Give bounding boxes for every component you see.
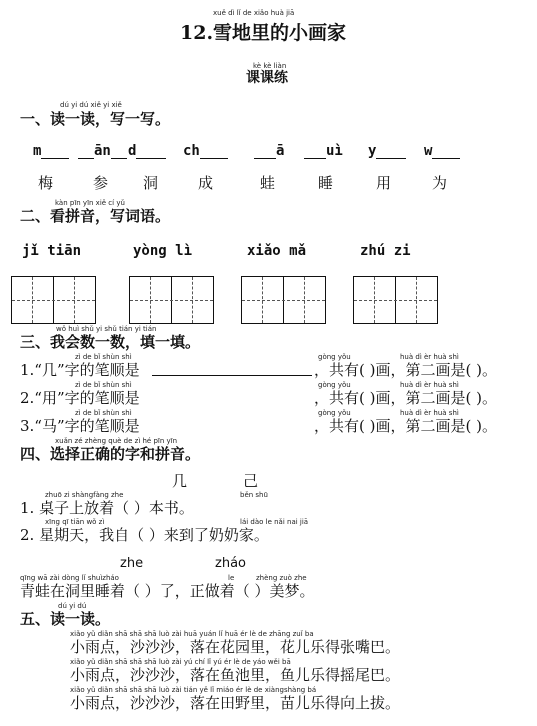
s2-heading-pinyin: kàn pīn yīn xiě cí yǔ xyxy=(55,199,125,207)
subtitle-pinyin: kè kè liàn xyxy=(253,62,287,70)
blank-4-text: ch xyxy=(183,143,200,159)
char-6: 睡 xyxy=(318,174,334,192)
writing-grid-4[interactable] xyxy=(353,276,438,324)
s3-row3-py3: huà dì èr huà shì xyxy=(400,409,459,417)
s3-row1-blank[interactable] xyxy=(152,375,312,376)
s5-heading-pinyin: dú yi dú xyxy=(58,602,87,610)
s5-line3-pinyin: xiǎo yǔ diǎn shā shā shā luò zài tián yě lǐ miáo ér lè de xiàngshàng bá xyxy=(70,686,317,694)
s2-pinyin-1: jǐ tiān xyxy=(22,243,82,259)
s2-pinyin-3: xiǎo mǎ xyxy=(247,243,307,259)
s4-line1: 1. 桌子上放着（ ）本书。 xyxy=(20,499,194,517)
s4-line2-pinyin: xīng qī tiān wǒ zì xyxy=(45,518,105,526)
s3-heading-pinyin: wǒ huì shǔ yi shǔ tián yi tián xyxy=(56,325,157,333)
s3-row3-pre: 3.“马”字的笔顺是 xyxy=(20,417,140,435)
blank-8-text: w xyxy=(424,143,433,159)
s4-choice-ji2: 己 xyxy=(243,472,259,490)
blank-6-text: uì xyxy=(326,143,343,159)
s5-line2: 小雨点，沙沙沙，落在鱼池里，鱼儿乐得摇尾巴。 xyxy=(70,666,401,684)
s5-heading: 五、读一读。 xyxy=(20,610,111,628)
s3-row2-py3: huà dì èr huà shì xyxy=(400,381,459,389)
char-2: 参 xyxy=(93,174,109,192)
s4-choice-zhe: zhe xyxy=(120,556,144,571)
char-8: 为 xyxy=(432,174,448,192)
char-7: 用 xyxy=(376,174,392,192)
blank-1-line[interactable] xyxy=(41,144,69,159)
s2-pinyin-4: zhú zi xyxy=(360,243,411,259)
title-pinyin: xuě dì lǐ de xiǎo huà jiā xyxy=(213,9,295,17)
char-1: 梅 xyxy=(38,174,54,192)
blank-2-text: ān xyxy=(94,143,111,159)
s4-choice-ji: 几 xyxy=(172,472,188,490)
s4-choice-zhao: zháo xyxy=(215,556,246,571)
s4-line1-pinyin2: běn shū xyxy=(240,491,268,499)
s4-line3-pinyin: qīng wā zài dòng lǐ shuìzháo xyxy=(20,574,119,582)
s3-row1-py1: zì de bǐ shùn shì xyxy=(75,353,132,361)
s2-pinyin-2: yòng lì xyxy=(133,243,193,259)
s3-row3-py1: zì de bǐ shùn shì xyxy=(75,409,132,417)
blank-2-line[interactable] xyxy=(78,144,94,159)
blank-8-line[interactable] xyxy=(432,144,460,159)
blank-3-text: d xyxy=(128,143,137,159)
s4-line3: 青蛙在洞里睡着（ ）了，正做着（ ）美梦。 xyxy=(20,582,315,600)
s4-heading-pinyin: xuǎn zé zhèng què de zì hé pīn yīn xyxy=(55,437,178,445)
s3-row1-mid: ，共有( )画，第二画是( )。 xyxy=(314,361,497,379)
s3-row3-py2: gòng yǒu xyxy=(318,409,351,417)
writing-grid-1[interactable] xyxy=(11,276,96,324)
blank-3-line[interactable] xyxy=(136,144,166,159)
s4-line2: 2. 星期天，我自（ ）来到了奶奶家。 xyxy=(20,526,269,544)
blank-1-text: m xyxy=(33,143,42,159)
s4-line2-pinyin2: lái dào le nǎi nai jiā xyxy=(240,518,309,526)
s1-heading: 一、读一读，写一写。 xyxy=(20,110,171,128)
char-3: 洞 xyxy=(143,174,159,192)
s3-row1-pre: 1.“几”字的笔顺是 xyxy=(20,361,140,379)
s3-row1-py3: huà dì èr huà shì xyxy=(400,353,459,361)
s4-line3-pinyin-le: le xyxy=(228,574,235,582)
writing-grid-2[interactable] xyxy=(129,276,214,324)
s3-row3-mid: ，共有( )画，第二画是( )。 xyxy=(314,417,497,435)
s5-line2-pinyin: xiǎo yǔ diǎn shā shā shā luò zài yú chí lǐ yú ér lè de yáo wěi bā xyxy=(70,658,291,666)
blank-7-line[interactable] xyxy=(376,144,406,159)
s3-heading: 三、我会数一数，填一填。 xyxy=(20,333,201,351)
s3-row2-py2: gòng yǒu xyxy=(318,381,351,389)
s3-row2-mid: ，共有( )画，第二画是( )。 xyxy=(314,389,497,407)
blank-5-text: ā xyxy=(276,143,285,159)
s3-row1-py2: gòng yǒu xyxy=(318,353,351,361)
s2-heading: 二、看拼音，写词语。 xyxy=(20,207,171,225)
writing-grid-3[interactable] xyxy=(241,276,326,324)
blank-2-line-b[interactable] xyxy=(111,144,127,159)
s1-heading-pinyin: dú yi dú xiě yi xiě xyxy=(60,101,122,109)
s4-heading: 四、选择正确的字和拼音。 xyxy=(20,445,201,463)
blank-6-line[interactable] xyxy=(304,144,326,159)
s4-line1-pinyin: zhuō zi shàngfàng zhe xyxy=(45,491,124,499)
char-5: 蛙 xyxy=(260,174,276,192)
s3-row2-py1: zì de bǐ shùn shì xyxy=(75,381,132,389)
page-subtitle: 课课练 xyxy=(246,70,288,86)
s5-line1: 小雨点，沙沙沙，落在花园里，花儿乐得张嘴巴。 xyxy=(70,638,401,656)
page-title: 12.雪地里的小画家 xyxy=(180,22,347,44)
s5-line3: 小雨点，沙沙沙，落在田野里，苗儿乐得向上拔。 xyxy=(70,694,401,712)
s5-line1-pinyin: xiǎo yǔ diǎn shā shā shā luò zài huā yuán lǐ huā ér lè de zhāng zuǐ ba xyxy=(70,630,314,638)
s3-row2-pre: 2.“用”字的笔顺是 xyxy=(20,389,140,407)
blank-5-line[interactable] xyxy=(254,144,276,159)
blank-4-line[interactable] xyxy=(200,144,228,159)
s4-line3-pinyin2: zhèng zuò zhe xyxy=(256,574,307,582)
char-4: 成 xyxy=(198,174,214,192)
blank-7-text: y xyxy=(368,143,377,159)
